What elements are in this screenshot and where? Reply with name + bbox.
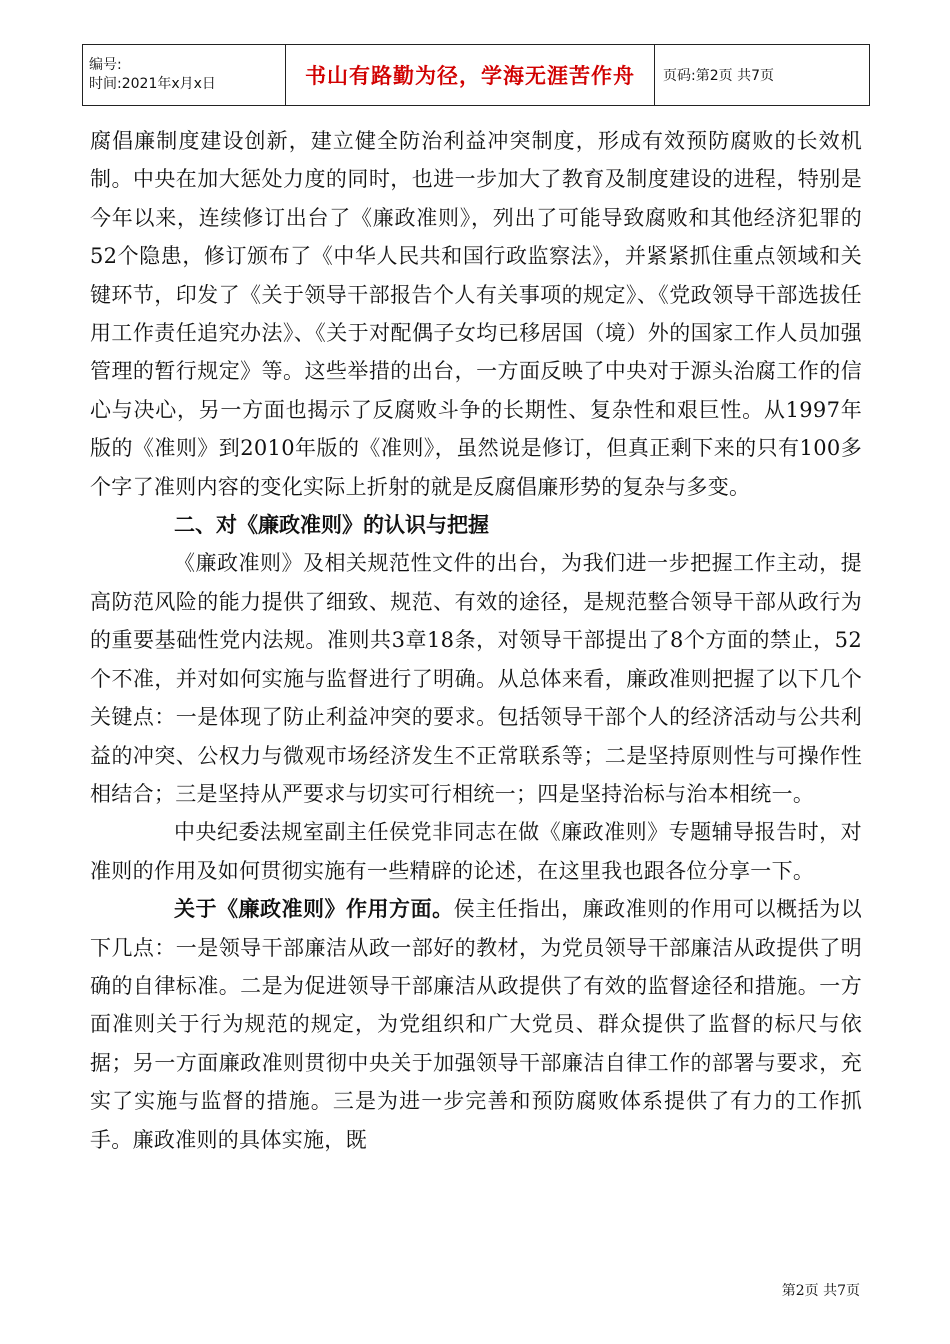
paragraph-text: 侯主任指出，廉政准则的作用可以概括为以下几点：一是领导干部廉洁从政一部好的教材，为党员领导干部廉洁从政提供了明确的自律标准。二是为促进领导干部廉洁从政提供了有效的监督途径和措施。一方面准则关于行为规范的规定，为党组织和广大党员、群众提供了监督的标尺与依据；另一方面廉政准则贯彻中央关于加强领导干部廉洁自律工作的部署与要求，充实了实施与监督的措施。三是为进一步完善和预防腐败体系提供了有力的工作抓手。廉政准则的具体实施，既 bbox=[90, 897, 863, 1152]
body-paragraph: 中央纪委法规室副主任侯党非同志在做《廉政准则》专题辅导报告时，对准则的作用及如何贯彻实施有一些精辟的论述，在这里我也跟各位分享一下。 bbox=[90, 820, 862, 883]
number-label: 编号: bbox=[89, 57, 122, 73]
paragraph-lead: 关于《廉政准则》作用方面。 bbox=[174, 897, 454, 922]
header-page-info: 页码:第2页 共7页 bbox=[655, 45, 870, 106]
page-header bbox=[82, 44, 870, 106]
body-paragraph: 腐倡廉制度建设创新，建立健全防治利益冲突制度，形成有效预防腐败的长效机制。中央在加大惩处力度的同时，也进一步加大了教育及制度建设的进程，特别是今年以来，连续修订出台了《廉政准则》，列出了可能导致腐败和其他经济犯罪的52个隐患，修订颁布了《中华人民共和国行政监察法》，并紧紧抓住重点领域和关键环节，印发了《关于领导干部报告个人有关事项的规定》、《党政领导干部选拔任用工作责任追究办法》、《关于对配偶子女均已移居国（境）外的国家工作人员加强管理的暂行规定》等。这些举措的出台，一方面反映了中央对于源头治腐工作的信心与决心，另一方面也揭示了反腐败斗争的长期性、复杂性和艰巨性。从1997年版的《准则》到2010年版的《准则》，虽然说是修订，但真正剩下来的只有100多个字了准则内容的变化实际上折射的就是反腐倡廉形势的复杂与多变。 bbox=[90, 129, 862, 499]
header-motto: 书山有路勤为径，学海无涯苦作舟 bbox=[286, 45, 655, 106]
page-footer: 第2页 共7页 bbox=[781, 1283, 860, 1299]
body-paragraph-lead bbox=[90, 890, 862, 1159]
time-label: 时间:2021年x月x日 bbox=[89, 76, 216, 92]
body-paragraph: 《廉政准则》及相关规范性文件的出台，为我们进一步把握工作主动，提高防范风险的能力提供了细致、规范、有效的途径，是规范整合领导干部从政行为的重要基础性党内法规。准则共3章18条，对领导干部提出了8个方面的禁止，52个不准，并对如何实施与监督进行了明确。从总体来看，廉政准则把握了以下几个关键点：一是体现了防止利益冲突的要求。包括领导干部个人的经济活动与公共利益的冲突、公权力与微观市场经济发生不正常联系等；二是坚持原则性与可操作性相结合；三是坚持从严要求与切实可行相统一；四是坚持治标与治本相统一。 bbox=[90, 551, 862, 806]
section-heading: 二、对《廉政准则》的认识与把握 bbox=[174, 513, 489, 538]
header-meta bbox=[83, 45, 286, 106]
document-body bbox=[90, 122, 862, 1159]
